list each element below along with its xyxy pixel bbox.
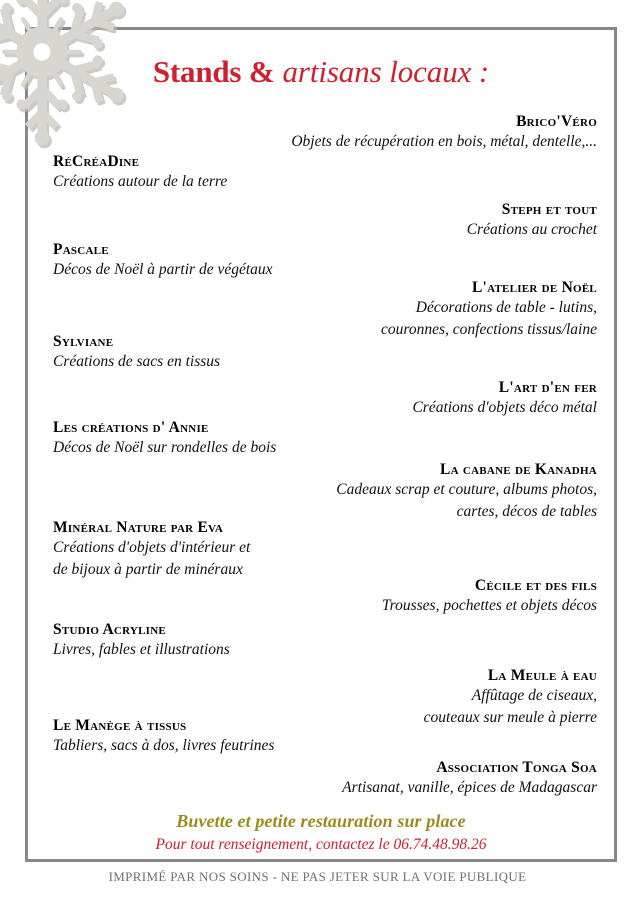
vendor-name: Sylviane — [53, 333, 114, 350]
vendor-name: Minéral Nature par Eva — [53, 519, 224, 536]
vendor-name: RéCréaDine — [53, 153, 140, 170]
vendor-description-line: Décos de Noël à partir de végétaux — [53, 261, 273, 279]
vendor-description-line: Créations de sacs en tissus — [53, 353, 221, 371]
vendor-entry — [336, 460, 597, 522]
vendor-description-line: Tabliers, sacs à dos, livres feutrines — [53, 737, 275, 755]
vendor-description-line: Cadeaux scrap et couture, albums photos, — [336, 481, 597, 499]
vendor-description-line: Créations au crochet — [466, 221, 597, 239]
vendor-description-line: Créations d'objets d'intérieur et — [53, 539, 251, 557]
vendor-name: Association Tonga Soa — [436, 759, 597, 776]
vendor-entry — [424, 666, 597, 728]
vendor-entry — [53, 518, 250, 580]
vendor-description-line: couronnes, confections tissus/laine — [381, 320, 597, 338]
vendor-description-line: Créations autour de la terre — [53, 173, 228, 191]
page-title-italic: artisans locaux : — [282, 54, 490, 90]
vendor-description-line: cartes, décos de tables — [456, 502, 597, 520]
vendor-description-line: Trousses, pochettes et objets décos — [381, 597, 597, 615]
vendor-entry — [53, 152, 227, 193]
vendor-description-line: Objets de récupération en bois, métal, dentelle,... — [291, 133, 597, 151]
vendor-entry — [381, 278, 597, 340]
vendor-entry — [291, 112, 597, 153]
vendor-name: Brico'Véro — [516, 113, 597, 130]
vendor-name: Cécile et des fils — [474, 577, 597, 594]
vendor-description-line: Décorations de table - lutins, — [415, 299, 597, 317]
vendor-description-line: Livres, fables et illustrations — [53, 641, 230, 659]
vendor-description-line: Créations d'objets déco métal — [412, 399, 597, 417]
vendor-description-line: Décos de Noël sur rondelles de bois — [53, 439, 277, 457]
vendor-name: La Meule à eau — [487, 667, 597, 684]
vendor-name: L'art d'en fer — [498, 379, 597, 396]
vendor-entry — [53, 716, 274, 757]
vendor-description-line: Affûtage de ciseaux, — [471, 687, 597, 705]
vendor-name: Studio Acryline — [53, 621, 166, 638]
vendor-entry — [53, 240, 273, 281]
page-title-bold: Stands & — [152, 54, 275, 90]
vendor-name: Le Manège à tissus — [53, 717, 187, 734]
vendor-list — [25, 90, 617, 797]
vendor-entry — [53, 620, 230, 661]
vendor-description-line: Artisanat, vanille, épices de Madagascar — [342, 779, 597, 797]
vendor-entry — [53, 332, 220, 373]
buvette-block — [25, 810, 617, 855]
vendor-name: La cabane de Kanadha — [440, 461, 597, 478]
legal-notice: IMPRIMÉ PAR NOS SOINS - NE PAS JETER SUR LA VOIE PUBLIQUE — [108, 869, 527, 884]
vendor-name: Les créations d' Annie — [53, 419, 209, 436]
vendor-name: L'atelier de Noël — [471, 279, 597, 296]
vendor-description-line: couteaux sur meule à pierre — [423, 708, 597, 726]
buvette-headline: Buvette et petite restauration sur place — [176, 811, 466, 831]
buvette-contact-line: Pour tout renseignement, contactez le 06.74.48.98.26 — [155, 835, 487, 853]
vendor-name: Pascale — [53, 241, 109, 258]
vendor-entry — [412, 378, 597, 419]
vendor-entry — [467, 200, 597, 241]
vendor-name: Steph et tout — [501, 201, 597, 218]
vendor-entry — [53, 418, 276, 459]
page-title — [25, 54, 617, 89]
vendor-entry — [342, 758, 597, 799]
vendor-description-line: de bijoux à partir de minéraux — [53, 560, 243, 578]
vendor-entry — [382, 576, 597, 617]
